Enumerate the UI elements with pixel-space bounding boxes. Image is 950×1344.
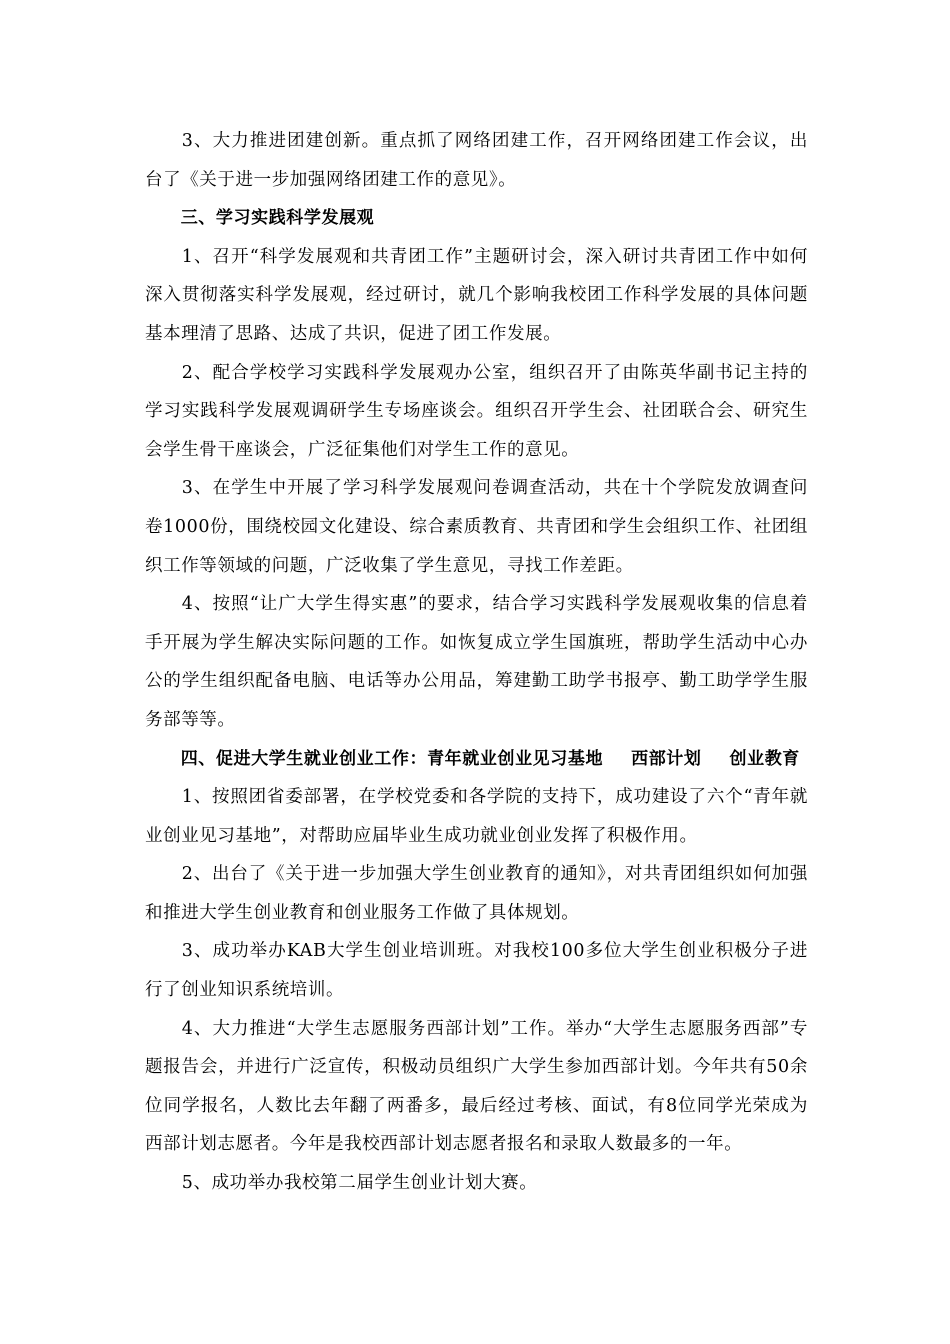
- paragraph-questionnaire: 3、在学生中开展了学习科学发展观问卷调查活动，共在十个学院发放调查问卷1000份，围绕校园文化建设、综合素质教育、共青团和学生会组织工作、社团组织工作等领域的问题，广泛收集了学生意见，寻找工作差距。: [145, 478, 808, 576]
- paragraph-seminar: 1、召开“科学发展观和共青团工作”主题研讨会，深入研讨共青团工作中如何深入贯彻落实科学发展观，经过研讨，就几个影响我校团工作科学发展的具体问题基本理清了思路、达成了共识，促进了团工作发展。: [145, 246, 808, 344]
- paragraph-business-plan-contest: 5、成功举办我校第二届学生创业计划大赛。: [181, 1173, 538, 1194]
- section-heading-4: [145, 740, 808, 779]
- section-heading-3: 三、学习实践科学发展观: [180, 208, 375, 229]
- paragraph-western-plan: 4、大力推进“大学生志愿服务西部计划”工作。举办“大学生志愿服务西部”专题报告会，并进行广泛宣传，积极动员组织广大学生参加西部计划。今年共有50余位同学报名，人数比去年翻了两番多，最后经过考核、面试，有8位同学光荣成为西部计划志愿者。今年是我校西部计划志愿者报名和录取人数最多的一年。: [145, 1018, 808, 1155]
- section-heading-4-part1: 四、促进大学生就业创业工作：青年就业创业见习基地: [180, 748, 604, 769]
- section-heading-4-part3: 创业教育: [729, 748, 800, 769]
- paragraph-entrepreneurship-notice: 2、出台了《关于进一步加强大学生创业教育的通知》，对共青团组织如何加强和推进大学生创业教育和创业服务工作做了具体规划。: [145, 864, 808, 923]
- paragraph-symposium: 2、配合学校学习实践科学发展观办公室，组织召开了由陈英华副书记主持的学习实践科学发展观调研学生专场座谈会。组织召开学生会、社团联合会、研究生会学生骨干座谈会，广泛征集他们对学生工作的意见。: [145, 362, 808, 460]
- paragraph-internship-bases: 1、按照团省委部署，在学校党委和各学院的支持下，成功建设了六个“青年就业创业见习基地”，对帮助应届毕业生成功就业创业发挥了积极作用。: [145, 787, 808, 846]
- section-heading-4-part2: 西部计划: [631, 748, 702, 769]
- paragraph-network-league-building: 3、大力推进团建创新。重点抓了网络团建工作，召开网络团建工作会议，出台了《关于进一步加强网络团建工作的意见》。: [145, 131, 808, 190]
- paragraph-kab-training: 3、成功举办KAB大学生创业培训班。对我校100多位大学生创业积极分子进行了创业知识系统培训。: [145, 941, 808, 1001]
- paragraph-practical-issues: 4、按照“让广大学生得实惠”的要求，结合学习实践科学发展观收集的信息着手开展为学生解决实际问题的工作。如恢复成立学生国旗班，帮助学生活动中心办公的学生组织配备电脑、电话等办公用品，筹建勤工助学书报亭、勤工助学学生服务部等等。: [145, 594, 808, 730]
